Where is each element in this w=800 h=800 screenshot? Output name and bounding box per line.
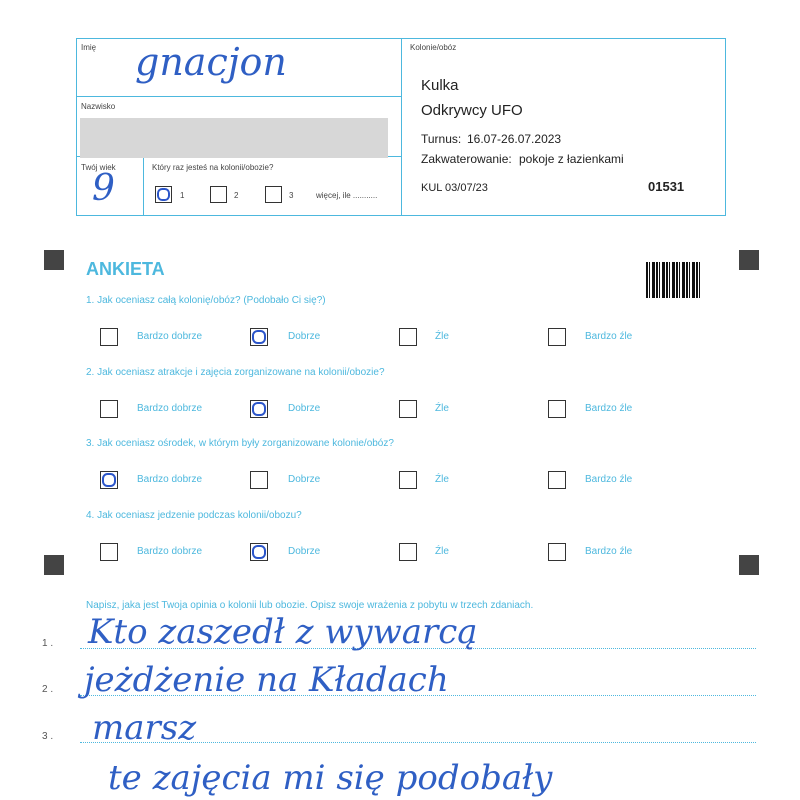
which-time-label: Który raz jesteś na kolonii/obozie? [152, 163, 274, 172]
q3-option-label: Bardzo dobrze [137, 474, 203, 485]
answer-3: marsz [92, 708, 197, 748]
q1-checkbox-4[interactable] [548, 328, 566, 346]
camp-name: Kulka [421, 77, 459, 94]
q2-checkbox-1[interactable] [100, 400, 118, 418]
q4-checkbox-3[interactable] [399, 543, 417, 561]
question-1: 1. Jak oceniasz całą kolonię/obóz? (Podobało Ci się?) [86, 295, 326, 306]
redacted-surname [80, 118, 388, 158]
surname-label: Nazwisko [81, 102, 116, 111]
q1-option-label: Bardzo źle [585, 331, 633, 342]
turnus-value: 16.07-26.07.2023 [467, 132, 562, 146]
times-checkbox-1[interactable] [155, 186, 172, 203]
barcode [646, 262, 700, 298]
camp-code: KUL 03/07/23 [421, 182, 488, 194]
handwritten-age: 9 [92, 168, 115, 209]
registration-mark [739, 250, 759, 270]
q3-checkbox-1[interactable] [100, 471, 118, 489]
q1-option-label: Dobrze [288, 331, 321, 342]
stay-value: pokoje z łazienkami [519, 152, 624, 166]
header-row-line [76, 96, 402, 97]
turnus-label: Turnus: [421, 132, 462, 146]
camp-program: Odkrywcy UFO [421, 102, 523, 119]
answer-1: Kto zaszedł z wywarcą [88, 612, 478, 652]
question-3: 3. Jak oceniasz ośrodek, w którym były zorganizowane kolonie/obóz? [86, 438, 394, 449]
q1-checkbox-1[interactable] [100, 328, 118, 346]
times-checkbox-3[interactable] [265, 186, 282, 203]
q1-checkbox-2[interactable] [250, 328, 268, 346]
q4-option-label: Dobrze [288, 546, 321, 557]
stay-label: Zakwaterowanie: [421, 152, 512, 166]
q2-option-label: Bardzo źle [585, 403, 633, 414]
form-number: 01531 [648, 179, 685, 194]
q4-checkbox-2[interactable] [250, 543, 268, 561]
q3-option-label: Bardzo źle [585, 474, 633, 485]
q4-option-label: Źle [435, 546, 449, 557]
age-label: Twój wiek [81, 163, 116, 172]
q2-checkbox-4[interactable] [548, 400, 566, 418]
q3-option-label: Źle [435, 474, 449, 485]
times-label-1: 1 [180, 191, 185, 200]
q3-checkbox-4[interactable] [548, 471, 566, 489]
camp-label: Kolonie/obóz [410, 43, 457, 52]
registration-mark [739, 555, 759, 575]
q2-checkbox-2[interactable] [250, 400, 268, 418]
q3-checkbox-2[interactable] [250, 471, 268, 489]
line-number-3: 3 . [42, 731, 54, 742]
q4-checkbox-4[interactable] [548, 543, 566, 561]
q4-option-label: Bardzo źle [585, 546, 633, 557]
q1-option-label: Bardzo dobrze [137, 331, 203, 342]
registration-mark [44, 250, 64, 270]
question-2: 2. Jak oceniasz atrakcje i zajęcia zorganizowane na kolonii/obozie? [86, 367, 385, 378]
times-label-3: 3 [289, 191, 294, 200]
line-number-1: 1 . [42, 638, 54, 649]
registration-mark [44, 555, 64, 575]
q1-option-label: Źle [435, 331, 449, 342]
q1-checkbox-3[interactable] [399, 328, 417, 346]
times-more-label: więcej, ile ........... [316, 191, 378, 200]
name-label: Imię [81, 43, 97, 52]
header-col-line [143, 156, 144, 216]
line-number-2: 2 . [42, 684, 54, 695]
answer-2: jeżdżenie na Kładach [84, 660, 449, 700]
q2-option-label: Źle [435, 403, 449, 414]
handwritten-name: gnacjon [135, 40, 287, 84]
answer-4: te zajęcia mi się podobały [108, 758, 553, 798]
times-label-2: 2 [234, 191, 239, 200]
q4-option-label: Bardzo dobrze [137, 546, 203, 557]
q2-option-label: Bardzo dobrze [137, 403, 203, 414]
header-divider [401, 38, 402, 216]
q2-option-label: Dobrze [288, 403, 321, 414]
survey-title: ANKIETA [86, 259, 165, 279]
times-checkbox-2[interactable] [210, 186, 227, 203]
q3-option-label: Dobrze [288, 474, 321, 485]
opinion-prompt: Napisz, jaka jest Twoja opinia o kolonii lub obozie. Opisz swoje wrażenia z pobytu w trzech zdaniach. [86, 600, 534, 611]
q2-checkbox-3[interactable] [399, 400, 417, 418]
q4-checkbox-1[interactable] [100, 543, 118, 561]
question-4: 4. Jak oceniasz jedzenie podczas kolonii/obozu? [86, 510, 302, 521]
q3-checkbox-3[interactable] [399, 471, 417, 489]
